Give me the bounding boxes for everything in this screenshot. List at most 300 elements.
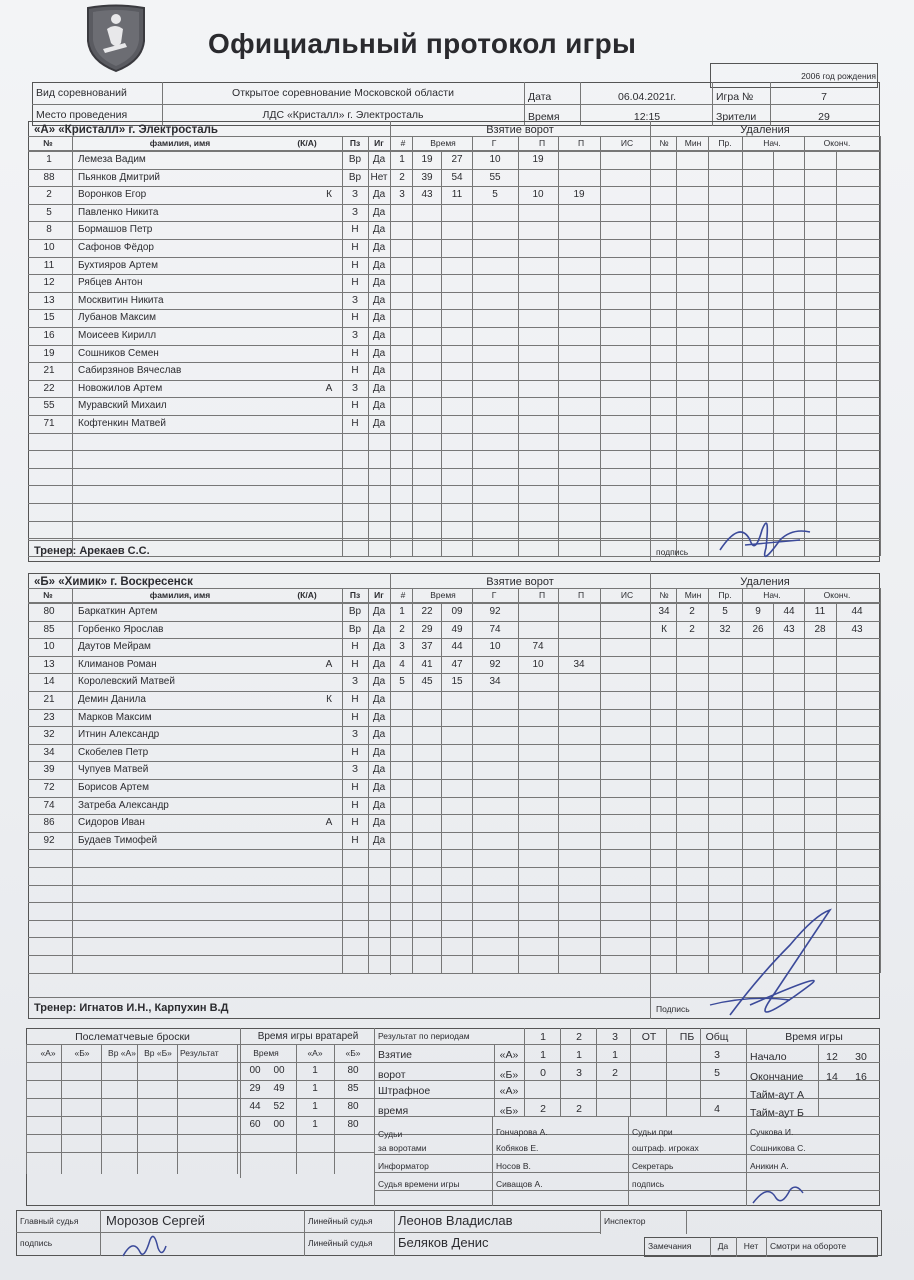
team_a-player-name: Сабирзянов Вячеслав bbox=[78, 365, 182, 377]
team_a-player-position: З bbox=[351, 189, 359, 201]
rule-line bbox=[628, 1116, 629, 1206]
team_b-goal-number: 2 bbox=[399, 623, 405, 635]
team_a-player-position: З bbox=[351, 206, 359, 218]
rule-line bbox=[736, 1237, 737, 1257]
result-team-tag-0: «А» bbox=[499, 1049, 519, 1061]
rule-line bbox=[390, 433, 880, 434]
rule-line bbox=[237, 1044, 238, 1174]
team_b-col-g_num: # bbox=[400, 590, 406, 600]
penalty-judges-label-2: оштраф. игроках bbox=[632, 1143, 699, 1153]
remarks-label: Замечания bbox=[648, 1241, 692, 1251]
linesman-2-name: Беляков Денис bbox=[398, 1235, 489, 1250]
team_a-coach-sign-label: подпись bbox=[656, 547, 689, 557]
result-pen_b-0: 2 bbox=[540, 1103, 546, 1115]
goalie-time-sec: 00 bbox=[273, 1065, 285, 1076]
rule-line bbox=[26, 1152, 374, 1153]
rule-line bbox=[72, 588, 73, 973]
team_b-col-num: № bbox=[43, 590, 53, 600]
rule-line bbox=[650, 136, 651, 556]
rule-line bbox=[28, 136, 880, 137]
timeout-b-label: Тайм-аут Б bbox=[750, 1107, 804, 1119]
rule-line bbox=[390, 867, 880, 868]
team_a-player-played: Да bbox=[372, 242, 386, 253]
team_b-goals-title: Взятие ворот bbox=[486, 576, 554, 588]
team_b-col-g_is: ИС bbox=[620, 590, 634, 600]
team_b-player-name: Сидоров Иван bbox=[78, 817, 145, 829]
team_b-penalty-end-sec: 43 bbox=[851, 623, 863, 635]
rule-line bbox=[676, 136, 677, 556]
result-goals_b-5: 5 bbox=[714, 1067, 720, 1079]
team_b-goal-second: 49 bbox=[451, 623, 463, 635]
team_b-player-position: З bbox=[351, 676, 359, 688]
team_a-goal-number: 3 bbox=[399, 189, 405, 201]
team_b-penalty-reason: 5 bbox=[722, 606, 728, 617]
result-team-tag-2: «А» bbox=[499, 1085, 519, 1097]
rule-line bbox=[28, 656, 390, 657]
team_b-penalty-start-sec: 44 bbox=[783, 606, 795, 617]
rule-line bbox=[558, 588, 559, 973]
team_b-player-played: Да bbox=[372, 834, 386, 846]
rule-line bbox=[304, 1210, 305, 1256]
goalie-time-sec: 49 bbox=[273, 1083, 285, 1094]
rule-line bbox=[28, 797, 390, 798]
game-end-label: Окончание bbox=[750, 1071, 804, 1083]
rule-line bbox=[137, 1044, 138, 1174]
team_a-player-played: Да bbox=[372, 400, 386, 412]
team_a-player-name: Воронков Егор bbox=[78, 189, 147, 201]
goal-judge-1: Гончарова А. bbox=[496, 1127, 548, 1137]
birth-year-label: 2006 год рождения bbox=[801, 71, 876, 81]
goalie-col-2: «Б» bbox=[345, 1048, 361, 1058]
rule-line bbox=[390, 885, 880, 886]
team_a-goal-second: 27 bbox=[451, 154, 463, 165]
team_a-col-p_pr: Пр. bbox=[718, 138, 732, 148]
team_b-penalty-player: 34 bbox=[658, 606, 670, 617]
team_a-player-name: Моисеев Кирилл bbox=[78, 330, 157, 341]
team_a-player-position: З bbox=[351, 382, 359, 394]
team_a-player-played: Да bbox=[372, 277, 386, 289]
team_b-goal-number: 4 bbox=[399, 658, 405, 670]
competition-value: Открытое соревнование Московской области bbox=[232, 87, 454, 99]
team_b-col-p_start: Нач. bbox=[763, 590, 781, 600]
team_a-goal-minute: 39 bbox=[421, 171, 433, 183]
team_a-goal-second: 11 bbox=[451, 189, 463, 201]
coach-a-signature bbox=[700, 510, 820, 570]
team_a-player-played: Да bbox=[372, 206, 386, 218]
team_b-player-number: 10 bbox=[43, 641, 55, 653]
informer-name: Носов В. bbox=[496, 1161, 531, 1171]
game-number-value: 7 bbox=[821, 91, 827, 103]
team_a-player-name: Павленко Никита bbox=[78, 206, 159, 218]
rule-line bbox=[394, 1210, 395, 1256]
team_b-goal-minute: 37 bbox=[421, 641, 433, 653]
rule-line bbox=[28, 169, 390, 170]
team_b-penalty-start-min: 26 bbox=[752, 623, 764, 635]
team_a-player-role: А bbox=[325, 382, 333, 394]
result-goals_b-2: 2 bbox=[612, 1067, 618, 1079]
team_b-player-number: 39 bbox=[43, 764, 55, 776]
result-goals_a-1: 1 bbox=[576, 1049, 582, 1061]
team_b-player-position: Н bbox=[351, 817, 359, 829]
remarks-see-back: Смотри на обороте bbox=[770, 1241, 847, 1251]
rule-line bbox=[390, 186, 880, 187]
team_a-player-played: Да bbox=[372, 418, 386, 429]
team_a-player-position: Н bbox=[351, 242, 359, 253]
team_a-player-number: 15 bbox=[43, 312, 55, 324]
team_b-player-played: Да bbox=[372, 729, 386, 741]
rule-line bbox=[390, 656, 880, 657]
chief-referee-signature bbox=[118, 1228, 168, 1262]
rule-line bbox=[390, 327, 880, 328]
rule-line bbox=[390, 257, 880, 258]
team_a-goal-scorer: 55 bbox=[489, 171, 501, 183]
team_b-goal-assist-1: 74 bbox=[532, 641, 544, 653]
team_a-player-position: Н bbox=[351, 277, 359, 289]
team_a-player-position: Н bbox=[351, 347, 359, 359]
team_a-player-name: Новожилов Артем bbox=[78, 382, 163, 394]
team_a-penalties-title: Удаления bbox=[740, 124, 790, 136]
secretary-name: Аникин А. bbox=[750, 1161, 789, 1171]
shootout-col-4: Результат bbox=[180, 1048, 219, 1058]
team_b-col-p_min: Мин bbox=[684, 590, 702, 600]
rule-line bbox=[880, 136, 881, 556]
team_b-player-name: Итнин Александр bbox=[78, 729, 160, 741]
rule-line bbox=[28, 867, 390, 868]
rule-line bbox=[28, 814, 390, 815]
rule-line bbox=[28, 468, 390, 469]
rule-line bbox=[28, 362, 390, 363]
team_b-col-pz: Пз bbox=[349, 590, 361, 600]
team_a-player-position: Вр bbox=[348, 171, 362, 183]
rule-line bbox=[334, 1044, 335, 1174]
rule-line bbox=[390, 621, 880, 622]
rule-line bbox=[390, 485, 880, 486]
rule-line bbox=[28, 885, 390, 886]
team_b-col-ig: Иг bbox=[374, 590, 384, 600]
team_b-player-number: 32 bbox=[43, 729, 55, 741]
date-label: Дата bbox=[528, 91, 552, 103]
page-title: Официальный протокол игры bbox=[208, 28, 637, 59]
rule-line bbox=[390, 744, 880, 745]
team_a-player-number: 21 bbox=[43, 365, 55, 377]
team_a-player-name: Лубанов Максим bbox=[78, 312, 156, 324]
rule-line bbox=[101, 1044, 102, 1174]
goalie-time-sec: 52 bbox=[273, 1101, 285, 1112]
team_a-player-number: 55 bbox=[43, 400, 55, 412]
team_a-player-number: 1 bbox=[46, 154, 52, 165]
team_b-penalty-end-min: 11 bbox=[814, 606, 826, 617]
period-col-4: ПБ bbox=[679, 1031, 695, 1043]
shootout-col-2: Вр «А» bbox=[108, 1048, 136, 1058]
rule-line bbox=[374, 1028, 375, 1206]
rule-line bbox=[390, 362, 880, 363]
rule-line bbox=[836, 151, 837, 556]
inspector-label: Инспектор bbox=[604, 1216, 646, 1226]
shootout-col-0: «А» bbox=[40, 1048, 56, 1058]
shootout-col-1: «Б» bbox=[74, 1048, 90, 1058]
team_a-player-name: Лемеза Вадим bbox=[78, 154, 146, 165]
team_a-coach: Тренер: Арекаев С.С. bbox=[34, 545, 150, 557]
team_b-col-name: фамилия, имя bbox=[149, 590, 211, 600]
team_b-player-name: Марков Максим bbox=[78, 711, 152, 723]
period-col-5: Общ bbox=[705, 1031, 729, 1043]
team_a-player-number: 19 bbox=[43, 347, 55, 359]
rule-line bbox=[26, 1044, 27, 1174]
team_b-penalty-minutes: 2 bbox=[689, 623, 695, 635]
team_b-player-position: Вр bbox=[348, 623, 362, 635]
team_b-player-played: Да bbox=[372, 746, 386, 758]
team_b-player-played: Да bbox=[372, 606, 386, 617]
team_b-goal-second: 44 bbox=[451, 641, 463, 653]
team_a-player-name: Кофтенкин Матвей bbox=[78, 418, 166, 429]
rule-line bbox=[28, 309, 390, 310]
rule-line bbox=[72, 136, 73, 556]
rule-line bbox=[28, 450, 390, 451]
game-end-sec: 16 bbox=[855, 1071, 867, 1083]
rule-line bbox=[28, 186, 390, 187]
team_b-coach: Тренер: Игнатов И.Н., Карпухин В.Д bbox=[34, 1002, 229, 1014]
team_b-player-position: Н bbox=[351, 782, 359, 793]
team_b-player-role: А bbox=[325, 658, 333, 670]
penalty-judge-2: Сошникова С. bbox=[750, 1143, 806, 1153]
rule-line bbox=[28, 744, 390, 745]
team_a-player-name: Сошников Семен bbox=[78, 347, 159, 359]
rule-line bbox=[596, 1028, 597, 1116]
team_a-player-played: Да bbox=[372, 365, 386, 377]
rule-line bbox=[390, 415, 880, 416]
team_b-player-position: Н bbox=[351, 711, 359, 723]
team_a-col-g_p2: П bbox=[577, 138, 585, 148]
rule-line bbox=[28, 345, 390, 346]
rule-line bbox=[441, 151, 442, 556]
rule-line bbox=[390, 779, 880, 780]
team_a-goal-number: 2 bbox=[399, 171, 405, 183]
team_b-goal-scorer: 74 bbox=[489, 623, 501, 635]
rule-line bbox=[390, 726, 880, 727]
team_b-player-name: Будаев Тимофей bbox=[78, 834, 158, 846]
rule-line bbox=[100, 1210, 101, 1256]
rule-line bbox=[390, 239, 880, 240]
team_b-title: «Б» «Химик» г. Воскресенск bbox=[34, 576, 193, 588]
rule-line bbox=[518, 588, 519, 973]
team_b-col-g_p2: П bbox=[577, 590, 585, 600]
goals-row-label: Взятие bbox=[378, 1049, 413, 1061]
team_a-player-position: Н bbox=[351, 418, 359, 429]
team_a-player-played: Да bbox=[372, 382, 386, 394]
team_a-goal-assist-1: 10 bbox=[532, 189, 544, 201]
team_a-player-position: З bbox=[351, 330, 359, 341]
rule-line bbox=[28, 327, 390, 328]
game-time-title: Время игры bbox=[785, 1031, 843, 1043]
team_a-col-pz: Пз bbox=[349, 138, 361, 148]
team_b-player-played: Да bbox=[372, 658, 386, 670]
rule-line bbox=[600, 136, 601, 556]
rule-line bbox=[390, 673, 880, 674]
rule-line bbox=[412, 588, 413, 973]
rule-line bbox=[441, 603, 442, 973]
rule-line bbox=[28, 849, 390, 850]
goalie-a: 1 bbox=[312, 1065, 318, 1076]
rule-line bbox=[524, 1028, 525, 1116]
rule-line bbox=[28, 709, 390, 710]
team_a-player-name: Рябцев Антон bbox=[78, 277, 143, 289]
team_b-goal-second: 09 bbox=[451, 606, 463, 617]
team_a-player-played: Да bbox=[372, 294, 386, 306]
goalie-b: 80 bbox=[347, 1119, 359, 1130]
team_b-col-p_num: № bbox=[659, 590, 669, 600]
rule-line bbox=[342, 136, 343, 556]
game-start-min: 12 bbox=[826, 1051, 838, 1063]
team_b-col-g_g: Г bbox=[491, 590, 497, 600]
team_a-goal-second: 54 bbox=[451, 171, 463, 183]
team_a-player-position: Вр bbox=[348, 154, 362, 165]
rule-line bbox=[28, 621, 390, 622]
team_b-goal-minute: 45 bbox=[421, 676, 433, 688]
team_b-penalty-minutes: 2 bbox=[689, 606, 695, 617]
rule-line bbox=[390, 397, 880, 398]
team_a-player-position: Н bbox=[351, 312, 359, 324]
team_a-player-position: Н bbox=[351, 365, 359, 377]
team_b-player-played: Да bbox=[372, 694, 386, 705]
team_b-player-name: Затреба Александр bbox=[78, 799, 169, 811]
rule-line bbox=[32, 104, 880, 105]
rule-line bbox=[26, 1098, 374, 1099]
secretary-sign-label: подпись bbox=[632, 1179, 665, 1189]
team_a-goal-minute: 19 bbox=[421, 154, 433, 165]
result-goals_a-0: 1 bbox=[540, 1049, 546, 1061]
team_a-goal-number: 1 bbox=[399, 154, 405, 165]
penalty-judges-label: Судьи при bbox=[632, 1127, 673, 1137]
rule-line bbox=[580, 82, 581, 126]
result-pen_b-1: 2 bbox=[576, 1103, 582, 1115]
result-team-tag-1: «Б» bbox=[499, 1069, 519, 1081]
rule-line bbox=[390, 221, 880, 222]
place-value: ЛДС «Кристалл» г. Электросталь bbox=[262, 109, 424, 121]
team_b-player-number: 74 bbox=[43, 799, 55, 811]
secretary-label: Секретарь bbox=[632, 1161, 674, 1171]
team_b-col-p_pr: Пр. bbox=[718, 590, 732, 600]
team_b-player-position: Н bbox=[351, 746, 359, 758]
rule-line bbox=[26, 1134, 374, 1135]
period-col-2: 3 bbox=[612, 1031, 618, 1043]
goalie-b: 85 bbox=[347, 1083, 359, 1094]
team_a-col-name: фамилия, имя bbox=[149, 138, 211, 148]
remarks-no: Нет bbox=[743, 1241, 759, 1251]
competition-label: Вид соревнований bbox=[36, 87, 127, 99]
rule-line bbox=[524, 82, 525, 126]
team_a-goal-assist-1: 19 bbox=[532, 154, 544, 165]
team_a-player-played: Да bbox=[372, 189, 386, 201]
team_b-goal-minute: 22 bbox=[421, 606, 433, 617]
spectators-value: 29 bbox=[818, 111, 830, 123]
rule-line bbox=[28, 691, 390, 692]
rule-line bbox=[28, 603, 390, 604]
team_b-player-position: Н bbox=[351, 694, 359, 705]
rule-line bbox=[28, 673, 390, 674]
shootout-col-3: Вр «Б» bbox=[144, 1048, 172, 1058]
rule-line bbox=[390, 309, 880, 310]
team_b-player-name: Чупуев Матвей bbox=[78, 764, 149, 776]
team_b-penalty-start-min: 9 bbox=[755, 606, 761, 617]
rule-line bbox=[390, 761, 880, 762]
team_b-player-played: Да bbox=[372, 817, 386, 829]
team_b-player-number: 13 bbox=[43, 658, 55, 670]
team_b-goal-scorer: 92 bbox=[489, 606, 501, 617]
rule-line bbox=[412, 136, 413, 556]
team_b-goal-number: 5 bbox=[399, 676, 405, 688]
rule-line bbox=[472, 136, 473, 556]
team_a-player-name: Муравский Михаил bbox=[78, 400, 167, 412]
team_a-player-played: Да bbox=[372, 259, 386, 271]
team_b-player-number: 80 bbox=[43, 606, 55, 617]
team_a-player-number: 2 bbox=[46, 189, 52, 201]
secretary-signature bbox=[748, 1178, 808, 1208]
rule-line bbox=[390, 638, 880, 639]
penalty-row-label-2: время bbox=[378, 1105, 409, 1117]
team_b-goal-assist-1: 10 bbox=[532, 658, 544, 670]
team_b-player-number: 21 bbox=[43, 694, 55, 705]
team_a-player-position: Н bbox=[351, 400, 359, 412]
game-start-label: Начало bbox=[750, 1051, 787, 1063]
rule-line bbox=[28, 920, 390, 921]
goalie-time-sec: 00 bbox=[273, 1119, 285, 1130]
rule-line bbox=[16, 1232, 600, 1233]
rule-line bbox=[28, 779, 390, 780]
rule-line bbox=[28, 397, 390, 398]
team_a-col-g_is: ИС bbox=[620, 138, 634, 148]
time-value: 12:15 bbox=[633, 111, 661, 123]
rule-line bbox=[390, 450, 880, 451]
rule-line bbox=[390, 503, 880, 504]
team_a-player-position: З bbox=[351, 294, 359, 306]
goalie-a: 1 bbox=[312, 1119, 318, 1130]
rule-line bbox=[374, 1098, 880, 1099]
goalie-time-min: 44 bbox=[249, 1101, 261, 1112]
team_a-col-p_start: Нач. bbox=[763, 138, 781, 148]
team_b-player-position: З bbox=[351, 764, 359, 776]
goal-judge-2: Кобяков Е. bbox=[496, 1143, 539, 1153]
rule-line bbox=[390, 151, 880, 152]
team_b-player-number: 34 bbox=[43, 746, 55, 758]
time-label: Время bbox=[528, 111, 560, 123]
rule-line bbox=[818, 1044, 819, 1116]
rule-line bbox=[746, 1028, 747, 1116]
goalie-time-min: 60 bbox=[249, 1119, 261, 1130]
team_a-col-g_time: Время bbox=[430, 138, 456, 148]
team_a-player-number: 8 bbox=[46, 224, 52, 236]
goalie-b: 80 bbox=[347, 1101, 359, 1112]
rule-line bbox=[28, 380, 390, 381]
place-label: Место проведения bbox=[36, 109, 128, 121]
team_a-player-played: Да bbox=[372, 224, 386, 236]
game-start-sec: 30 bbox=[855, 1051, 867, 1063]
goalie-col-1: «А» bbox=[307, 1048, 323, 1058]
rule-line bbox=[390, 603, 880, 604]
rule-line bbox=[28, 274, 390, 275]
rule-line bbox=[676, 588, 677, 973]
informer-label: Информатор bbox=[378, 1161, 429, 1171]
team_a-player-number: 11 bbox=[43, 259, 55, 271]
rule-line bbox=[390, 588, 391, 973]
team_a-player-number: 16 bbox=[43, 330, 55, 341]
team_b-goal-scorer: 10 bbox=[489, 641, 501, 653]
rule-line bbox=[26, 1080, 374, 1081]
shootout-title: Послематчевые броски bbox=[75, 1031, 190, 1043]
period-col-1: 2 bbox=[576, 1031, 582, 1043]
period-col-0: 1 bbox=[540, 1031, 546, 1043]
spectators-label: Зрители bbox=[716, 111, 757, 123]
team_a-player-played: Да bbox=[372, 330, 386, 341]
